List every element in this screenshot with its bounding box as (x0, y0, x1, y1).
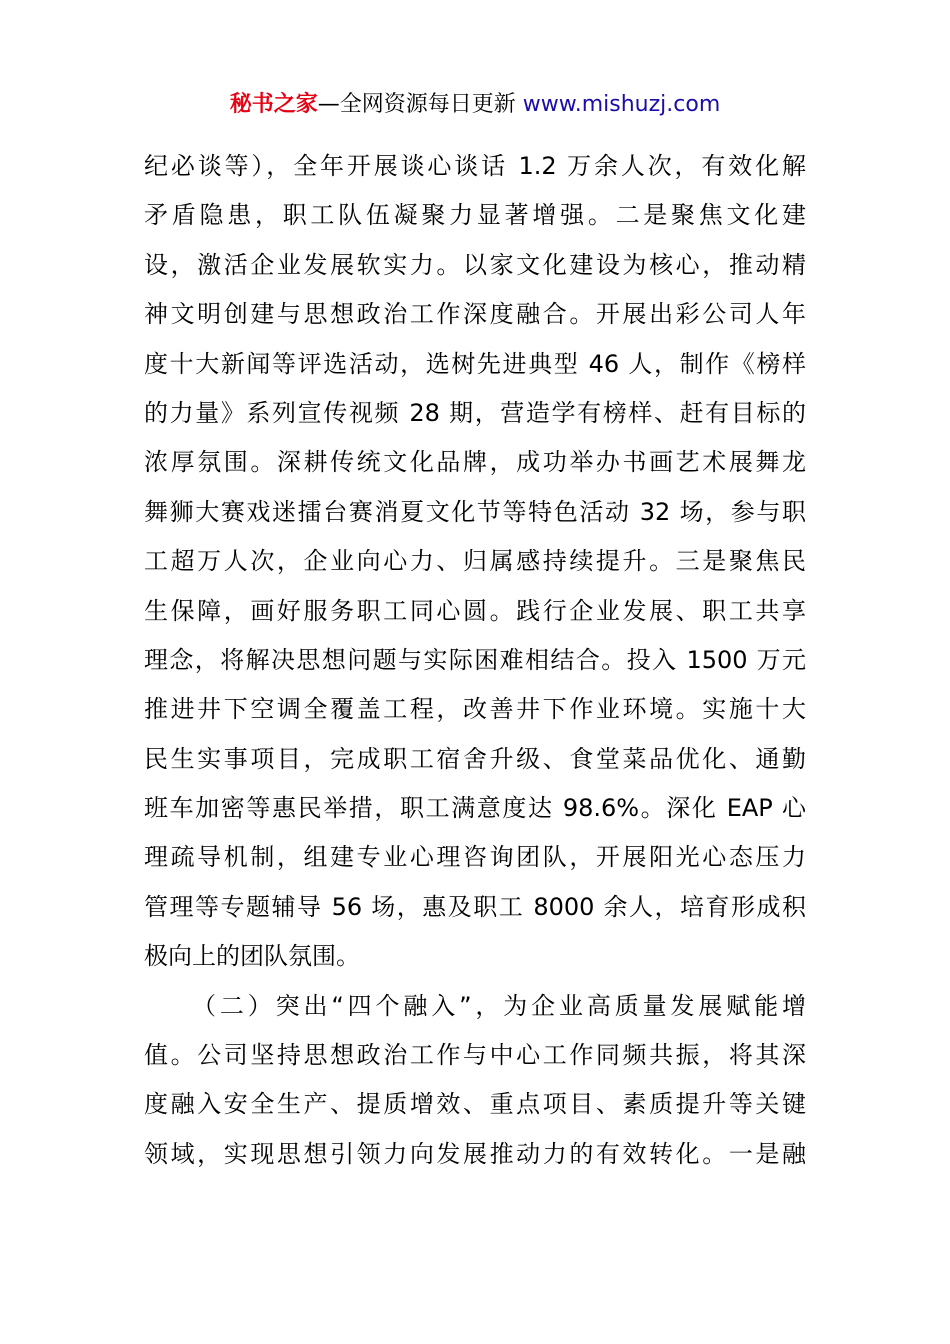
text-line: 班车加密等惠民举措，职工满意度达 98.6%。深化 EAP 心 (144, 794, 806, 823)
text-line: 工超万人次，企业向心力、归属感持续提升。三是聚焦民 (144, 547, 806, 576)
text-line: 领域，实现思想引领力向发展推动力的有效转化。一是融 (144, 1139, 806, 1168)
site-url-link[interactable]: www.mishuzj.com (522, 92, 721, 117)
section-heading-line: （二）突出“四个融入”，为企业高质量发展赋能增 (192, 991, 806, 1020)
text-line: 舞狮大赛戏迷擂台赛消夏文化节等特色活动 32 场，参与职 (144, 497, 806, 526)
text-line: 度融入安全生产、提质增效、重点项目、素质提升等关键 (144, 1090, 806, 1119)
text-line: 度十大新闻等评选活动，选树先进典型 46 人，制作《榜样 (144, 349, 806, 378)
text-line: 生保障，画好服务职工同心圆。践行企业发展、职工共享 (144, 596, 806, 625)
text-line: 管理等专题辅导 56 场，惠及职工 8000 余人，培育形成积 (144, 892, 806, 921)
text-line: 民生实事项目，完成职工宿舍升级、食堂菜品优化、通勤 (144, 744, 806, 773)
text-line: 神文明创建与思想政治工作深度融合。开展出彩公司人年 (144, 300, 806, 329)
text-line: 设，激活企业发展软实力。以家文化建设为核心，推动精 (144, 250, 806, 279)
text-line: 极向上的团队氛围。 (144, 942, 360, 971)
text-line: 理疏导机制，组建专业心理咨询团队，开展阳光心态压力 (144, 843, 806, 872)
text-line: 纪必谈等），全年开展谈心谈话 1.2 万余人次，有效化解 (144, 152, 806, 180)
site-brand: 秘书之家 (229, 92, 318, 117)
text-line: 理念，将解决思想问题与实际困难相结合。投入 1500 万元 (144, 645, 806, 674)
text-line: 值。公司坚持思想政治工作与中心工作同频共振，将其深 (144, 1041, 806, 1070)
text-line: 推进井下空调全覆盖工程，改善井下作业环境。实施十大 (144, 695, 806, 724)
text-line: 浓厚氛围。深耕传统文化品牌，成功举办书画艺术展舞龙 (144, 448, 806, 477)
page-header (0, 88, 950, 122)
document-body (144, 142, 806, 1179)
text-line: 的力量》系列宣传视频 28 期，营造学有榜样、赶有目标的 (144, 398, 806, 427)
text-line: 矛盾隐患，职工队伍凝聚力显著增强。二是聚焦文化建 (144, 201, 806, 230)
site-tagline: —全网资源每日更新 (317, 92, 516, 117)
